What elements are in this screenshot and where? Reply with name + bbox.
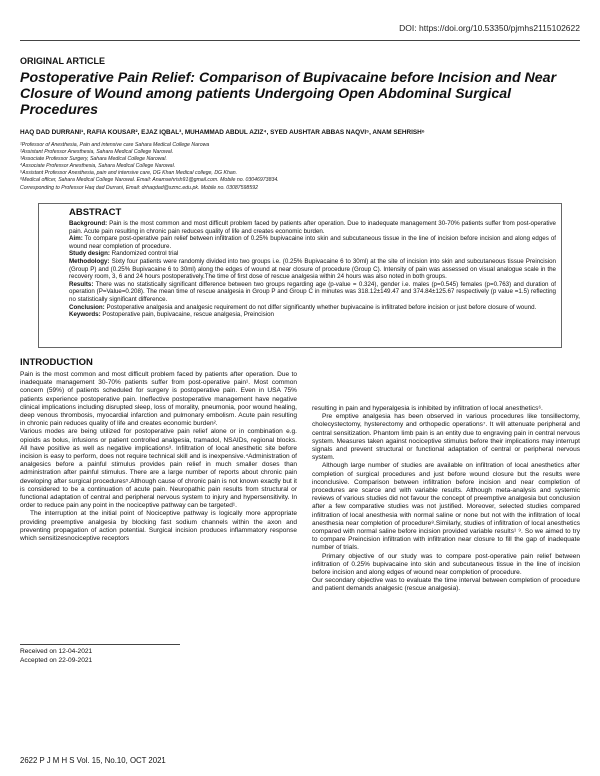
affiliation-item: ⁵Assistant Professor Anesthesia, pain and intensive care, DG Khan Medical college, DG Khan. (20, 170, 238, 177)
received-divider (20, 644, 180, 645)
paragraph: Pre emptive analgesia has been observed in various procedures like tonsillectomy, cholecystectomy, hysterectomy and orthopedic operations⁷. It will attenuate peripheral and central sensitization. Phantom limb pain is an entity due to engraving pain in central nervous system. Measures taken against nociceptive stimulus before their implications may interrupt signals and prevent structural or functional adaptation of central or peripheral nervous system. (312, 413, 580, 462)
abstract-heading: ABSTRACT (69, 207, 122, 218)
affiliations (20, 142, 580, 192)
abstract-body (69, 220, 556, 319)
affiliation-item: ²Assistant Professor Anesthesia, Sahara Medical College Narowal. (20, 149, 174, 156)
affiliation-item: ⁶Medical officer, Sahara Medical College Narowal. Email: Anamsehrish91@gmail.com. Mobile no. 03046973834. (20, 177, 279, 184)
abstract-aim: Aim: To compare post-operative pain relief between infiltration of 0.25% bupivacaine into skin and subcutaneous tissue in the line of incision before incision and along edges of wound near completion of procedure. (69, 235, 556, 250)
paragraph: Our secondary objective was to evaluate the time interval between completion of procedure and patient demands analgesic (rescue analgesia). (312, 577, 580, 593)
paragraph: resulting in pain and hyperalgesia is inhibited by infiltration of local anesthetics⁶. (312, 405, 543, 412)
corresponding-author: Corresponding to Professor Haq dad Durrani, Email: drhaqdad@szmc.edu.pk. Mobile no. 03087598592 (20, 184, 258, 191)
author-list: HAQ DAD DURRANI¹, RAFIA KOUSAR², EJAZ IQBAL³, MUHAMMAD ABDUL AZIZ⁴, SYED AUSHTAR ABBAS NAQVI⁵, ANAM SEHRISH⁶ (20, 129, 425, 136)
header-divider (20, 40, 580, 41)
article-title: Postoperative Pain Relief: Comparison of Bupivacaine before Incision and Near Closure of Wound among patients Undergoing Open Abdominal Surgical Procedures (20, 70, 557, 118)
submission-dates (20, 647, 92, 665)
right-column (312, 405, 580, 594)
doi-link[interactable]: DOI: https://doi.org/10.53350/pjmhs2115102622 (399, 23, 580, 33)
abstract-design: Study design: Randomized control trial (69, 250, 179, 258)
received-date: Received on 12-04-2021 (20, 648, 93, 655)
abstract-methodology: Methodology: Sixty four patients were randomly divided into two groups i.e. (0.25% Bupivacaine 6 to 30ml) at the site of incision into skin and subcutaneous tissue Preincision (Group P) and (0.25% Bupivacaine 6 to 30ml) along the edges of wound at near closure of procedure (Group C). Intensity of pain was assessed on visual analogue scale in the recovery room, 3, 6 and 24 hours postoperatively.The time of first dose of rescue analgesia within 24 hours was also noted in both groups. (69, 257, 556, 281)
abstract-conclusion: Conclusion: Postoperative analgesia and analgesic requirement do not differ significantly whether bupivacaine is infiltrated before incision or just before closure of wound. (69, 303, 537, 311)
introduction-heading: INTRODUCTION (20, 357, 93, 368)
article-type: ORIGINAL ARTICLE (20, 56, 105, 66)
accepted-date: Accepted on 22-09-2021 (20, 657, 93, 664)
affiliation-item: ³Associate Professor Surgery, Sahara Medical College Narowal. (20, 156, 167, 163)
abstract-background: Background: Pain is the most common and most difficult problem faced by patients after operation. Due to inadequate management 30-70% patients suffer from post-operative pain. Acute pain resulting in chronic pain reduces quality of life and creates economic burden. (69, 220, 556, 235)
abstract-keywords: Keywords: Postoperative pain, bupivacaine, rescue analgesia, Preincision (69, 311, 274, 319)
affiliation-item: ¹Professor of Anesthesia, Pain and intensive care Sahara Medical College Narowa (20, 142, 210, 148)
page-footer: 2622 P J M H S Vol. 15, No.10, OCT 2021 (20, 756, 166, 765)
paragraph: Primary objective of our study was to compare post-operative pain relief between infiltration of 0.25% bupivacaine into skin and subcutaneous tissue in the line of incision before incision and along edges of wound near completion of procedure. (312, 552, 580, 577)
paragraph: The interruption at the initial point of Nociceptive pathway is logically more appropriate providing preemptive analgesia by blocking fast sodium channels within the axon and preventing propagation of action potential. Surgical incision produces inflammatory response which sensitizesnociceptive receptors (20, 510, 297, 543)
abstract-results: Results: There was no statistically significant difference between two groups regarding age (p-value = 0.324), gender i.e. males (p=0.545) females (p=0.763) and duration of operation (P=Value=0.208). The mean time of rescue analgesia in Group P and Group C in minutes was 318.12±149.47 and 374.84±125.67 respectively (p value =1.5) reflecting no statistically significant difference. (69, 280, 556, 303)
left-column (20, 371, 297, 543)
paragraph: Various modes are being utilized for postoperative pain relief alone or in combination e.g. opioids as bolus, infusions or patient controlled analgesia, tramadol, NSAIDs, regional blocks. All have positive as well as negative implications³. Infiltration of local anesthetic site before incision is easy to perform, does not require technical skill and is inexpensive.⁴Administration of analgesics before a painful stimulus provides pain relief in much smaller doses than administration after painful stimulus. There are a large number of reports about chronic pain developing after surgical procedures⁵.Although cause of chronic pain is not known exactly but it is considered to be a continuation of acute pain. Neuropathic pain results from structural or functional adaptation of central and peripheral nervous system to injury and hypersensitivity. In order to reduce pain any point in the nociceptive pathway can be targeted¹. (20, 428, 297, 510)
paragraph: Pain is the most common and most difficult problem faced by patients after operation. Due to inadequate management 30-70% patients suffer from post-operative pain¹. Most common concern (59%) of patients scheduled for surgery is postoperative pain. Even in USA 75% patients experience postoperative pain. Ineffective postoperative management have negative clinical implications including disrupted sleep, loss of morality, pneumonia, poor wound healing, deep venous thrombosis, myocardial infarction and pulmonary embolism. Acute pain resulting in chronic pain reduces quality of life and creates economic burden². (20, 371, 297, 428)
paragraph: Although large number of studies are available on infiltration of local anesthetics after completion of surgical procedures and just before wound closure but the results were inconclusive. Comparison between infiltration before incision and near completion of procedures are scarce and with variable results. Although meta-analysis and systemic reviews of various studies did not favour the concept of preemptive analgesia but conclusion after a few comparative studies was not justified. Moreover, selected studies compared infiltration of local anesthesia with normal saline or none but not with the infiltration of local anesthesia near completion of procedure⁸.Similarly, studies of infiltration of local anesthetics compared with normal saline before incision provided variable results¹ ⁹. So we aimed to try to compare Preincision infiltration with infiltration near closure to fill the gap of inadequate number of trials. (312, 462, 580, 552)
affiliation-item: ⁴Associate Professor Anesthesia, Sahara Medical College Narowal. (20, 163, 176, 170)
